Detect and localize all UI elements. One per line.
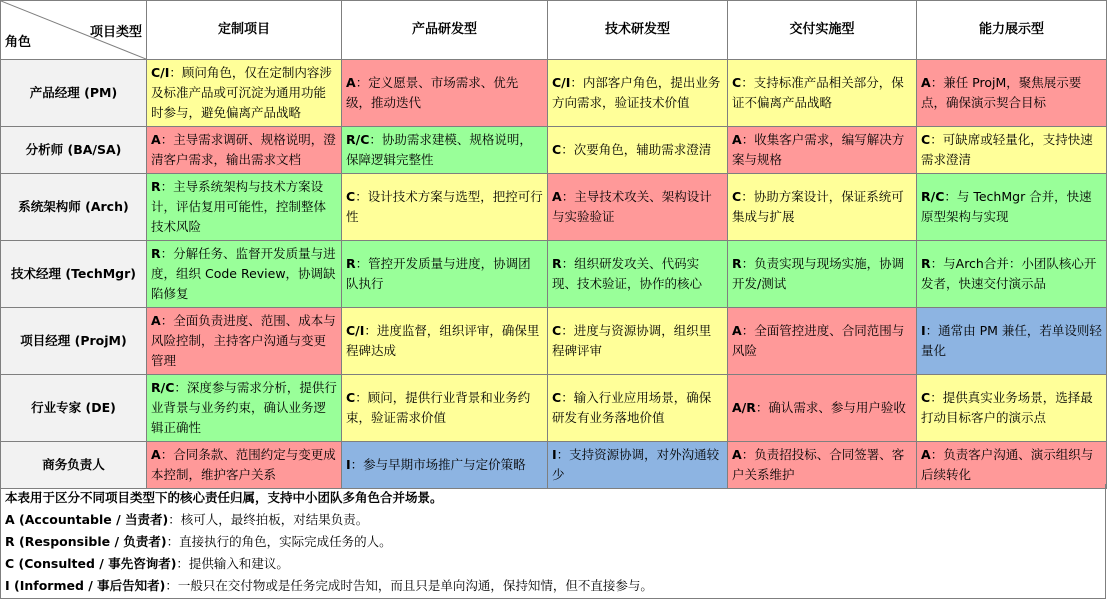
raci-description: ：主导技术攻关、架构设计与实验验证 (552, 189, 712, 224)
raci-description: ：次要角色，辅助需求澄清 (561, 142, 712, 157)
legend-desc: ：直接执行的角色，实际完成任务的人。 (166, 534, 392, 549)
raci-cell (728, 308, 917, 375)
raci-cell (147, 60, 342, 127)
raci-description: ：协助需求建模、规格说明，保障逻辑完整性 (346, 132, 532, 167)
raci-code: A (552, 189, 562, 204)
raci-code: R/C (921, 189, 945, 204)
raci-cell (147, 241, 342, 308)
raci-description: ：负责客户沟通、演示组织与后续转化 (921, 447, 1094, 482)
raci-description: ：协助方案设计，保证系统可集成与扩展 (732, 189, 904, 224)
raci-cell (917, 442, 1107, 489)
raci-cell (342, 308, 548, 375)
raci-cell (342, 60, 548, 127)
table-row (1, 442, 1107, 489)
raci-description: ：分解任务、监督开发质量与进度，组织 Code Review，协调缺陷修复 (151, 246, 336, 301)
raci-description: ：与 TechMgr 合并，快速原型架构与实现 (921, 189, 1092, 224)
raci-code: C (921, 132, 931, 147)
legend-item (5, 509, 1101, 531)
raci-description: ：通常由 PM 兼任，若单设则轻量化 (921, 323, 1102, 358)
raci-code: A/R (732, 400, 756, 415)
raci-description: ：兼任 ProjM，聚焦展示要点，确保演示契合目标 (921, 75, 1082, 110)
raci-cell (728, 174, 917, 241)
raci-cell (917, 241, 1107, 308)
raci-cell (147, 442, 342, 489)
raci-code: R/C (151, 380, 175, 395)
raci-code: R (151, 179, 161, 194)
raci-description: ：参与早期市场推广与定价策略 (350, 457, 526, 472)
raci-code: R/C (346, 132, 370, 147)
raci-code: C (552, 142, 562, 157)
raci-code: A (732, 132, 742, 147)
raci-description: ：可缺席或轻量化，支持快速需求澄清 (921, 132, 1093, 167)
column-header: 交付实施型 (728, 1, 917, 60)
raci-code: A (346, 75, 356, 90)
raci-code: C (732, 75, 742, 90)
raci-code: C (346, 390, 356, 405)
raci-code: I (346, 457, 351, 472)
role-cell: 商务负责人 (1, 442, 147, 489)
role-cell: 分析师 (BA/SA) (1, 127, 147, 174)
raci-cell (147, 127, 342, 174)
raci-description: ：内部客户角色，提出业务方向需求，验证技术价值 (552, 75, 721, 110)
raci-description: ：深度参与需求分析，提供行业背景与业务约束，确认业务逻辑正确性 (151, 380, 337, 435)
raci-cell (548, 308, 728, 375)
raci-cell (147, 375, 342, 442)
raci-cell (728, 127, 917, 174)
raci-cell (917, 308, 1107, 375)
legend-key: I (Informed / 事后告知者) (5, 578, 166, 593)
raci-cell (728, 442, 917, 489)
raci-code: C/I (552, 75, 571, 90)
role-cell: 产品经理 (PM) (1, 60, 147, 127)
raci-description: ：设计技术方案与选型，把控可行性 (346, 189, 543, 224)
legend-block (0, 484, 1106, 599)
raci-code: A (732, 323, 742, 338)
corner-project-type-label: 项目类型 (89, 25, 142, 40)
raci-cell (728, 60, 917, 127)
raci-cell (917, 60, 1107, 127)
raci-cell (548, 442, 728, 489)
raci-cell (917, 127, 1107, 174)
legend-intro: 本表用于区分不同项目类型下的核心责任归属，支持中小团队多角色合并场景。 (5, 490, 443, 505)
raci-description: ：提供真实业务场景，选择最打动目标客户的演示点 (921, 390, 1093, 425)
role-cell: 系统架构师 (Arch) (1, 174, 147, 241)
table-row (1, 241, 1107, 308)
raci-description: ：负责实现与现场实施，协调开发/测试 (732, 256, 905, 291)
raci-cell (342, 174, 548, 241)
raci-code: A (732, 447, 742, 462)
raci-cell (342, 375, 548, 442)
raci-description: ：与Arch合并：小团队核心开发者，快速交付演示品 (921, 256, 1097, 291)
role-cell: 行业专家 (DE) (1, 375, 147, 442)
raci-code: R (346, 256, 356, 271)
raci-cell (728, 375, 917, 442)
raci-description: ：全面管控进度、合同范围与风险 (732, 323, 905, 358)
raci-description: ：管控开发质量与进度，协调团队执行 (346, 256, 531, 291)
raci-cell (917, 174, 1107, 241)
raci-code: I (921, 323, 926, 338)
legend-key: R (Responsible / 负责者) (5, 534, 167, 549)
raci-description: ：组织研发攻关、代码实现、技术验证，协作的核心 (552, 256, 703, 291)
legend-item (5, 553, 1101, 575)
raci-code: C (921, 390, 931, 405)
raci-description: ：主导系统架构与技术方案设计，评估复用可能性，控制整体技术风险 (151, 179, 327, 234)
raci-description: ：全面负责进度、范围、成本与风险控制，主持客户沟通与变更管理 (151, 313, 336, 368)
legend-key: C (Consulted / 事先咨询者) (5, 556, 177, 571)
legend-item (5, 575, 1101, 597)
legend-desc: ：核可人，最终拍板，对结果负责。 (168, 512, 369, 527)
raci-code: A (921, 447, 931, 462)
table-row (1, 127, 1107, 174)
raci-description: ：顾问，提供行业背景和业务约束，验证需求价值 (346, 390, 531, 425)
raci-description: ：收集客户需求，编写解决方案与规格 (732, 132, 905, 167)
column-header: 定制项目 (147, 1, 342, 60)
raci-code: A (921, 75, 931, 90)
table-body (1, 60, 1107, 489)
raci-description: ：定义愿景、市场需求、优先级，推动迭代 (346, 75, 519, 110)
raci-cell (342, 442, 548, 489)
raci-cell (548, 174, 728, 241)
raci-code: C (552, 323, 562, 338)
raci-code: A (151, 447, 161, 462)
raci-code: I (552, 447, 557, 462)
raci-description: ：支持标准产品相关部分，保证不偏离产品战略 (732, 75, 904, 110)
raci-code: C (732, 189, 742, 204)
raci-description: ：进度监督，组织评审，确保里程碑达成 (346, 323, 540, 358)
corner-header (1, 1, 147, 60)
legend-key: A (Accountable / 当责者) (5, 512, 169, 527)
raci-description: ：输入行业应用场景，确保研发有业务落地价值 (552, 390, 712, 425)
raci-cell (548, 375, 728, 442)
raci-code: C (346, 189, 356, 204)
table-row (1, 375, 1107, 442)
raci-cell (917, 375, 1107, 442)
raci-code: R (552, 256, 562, 271)
raci-code: C (552, 390, 562, 405)
legend-item (5, 531, 1101, 553)
raci-description: ：支持资源协调，对外沟通较少 (552, 447, 720, 482)
column-header: 技术研发型 (548, 1, 728, 60)
table-row (1, 308, 1107, 375)
column-header: 产品研发型 (342, 1, 548, 60)
table-row (1, 174, 1107, 241)
raci-description: ：主导需求调研、规格说明，澄清客户需求，输出需求文档 (151, 132, 336, 167)
role-cell: 技术经理 (TechMgr) (1, 241, 147, 308)
raci-cell (147, 308, 342, 375)
raci-cell (728, 241, 917, 308)
legend-desc: ：一般只在交付物或是任务完成时告知，而且只是单向沟通，保持知情，但不直接参与。 (165, 578, 653, 593)
raci-description: ：负责招投标、合同签署、客户关系维护 (732, 447, 905, 482)
raci-description: ：合同条款、范围约定与变更成本控制，维护客户关系 (151, 447, 336, 482)
raci-code: C/I (346, 323, 365, 338)
raci-code: A (151, 132, 161, 147)
raci-cell (147, 174, 342, 241)
legend-desc: ：提供输入和建议。 (176, 556, 289, 571)
corner-role-label: 角色 (5, 35, 32, 50)
raci-code: R (151, 246, 161, 261)
raci-description: ：进度与资源协调，组织里程碑评审 (552, 323, 712, 358)
raci-description: ：顾问角色，仅在定制内容涉及标准产品或可沉淀为通用功能时参与，避免偏离产品战略 (151, 65, 332, 120)
raci-code: C/I (151, 65, 170, 80)
raci-cell (548, 241, 728, 308)
raci-code: R (921, 256, 931, 271)
raci-cell (342, 241, 548, 308)
raci-code: A (151, 313, 161, 328)
header-row (1, 1, 1107, 60)
raci-description: ：确认需求、参与用户验收 (755, 400, 906, 415)
role-cell: 项目经理 (ProjM) (1, 308, 147, 375)
raci-cell (548, 127, 728, 174)
legend-items (5, 509, 1101, 597)
column-header: 能力展示型 (917, 1, 1107, 60)
table-row (1, 60, 1107, 127)
raci-cell (342, 127, 548, 174)
raci-cell (548, 60, 728, 127)
raci-code: R (732, 256, 742, 271)
